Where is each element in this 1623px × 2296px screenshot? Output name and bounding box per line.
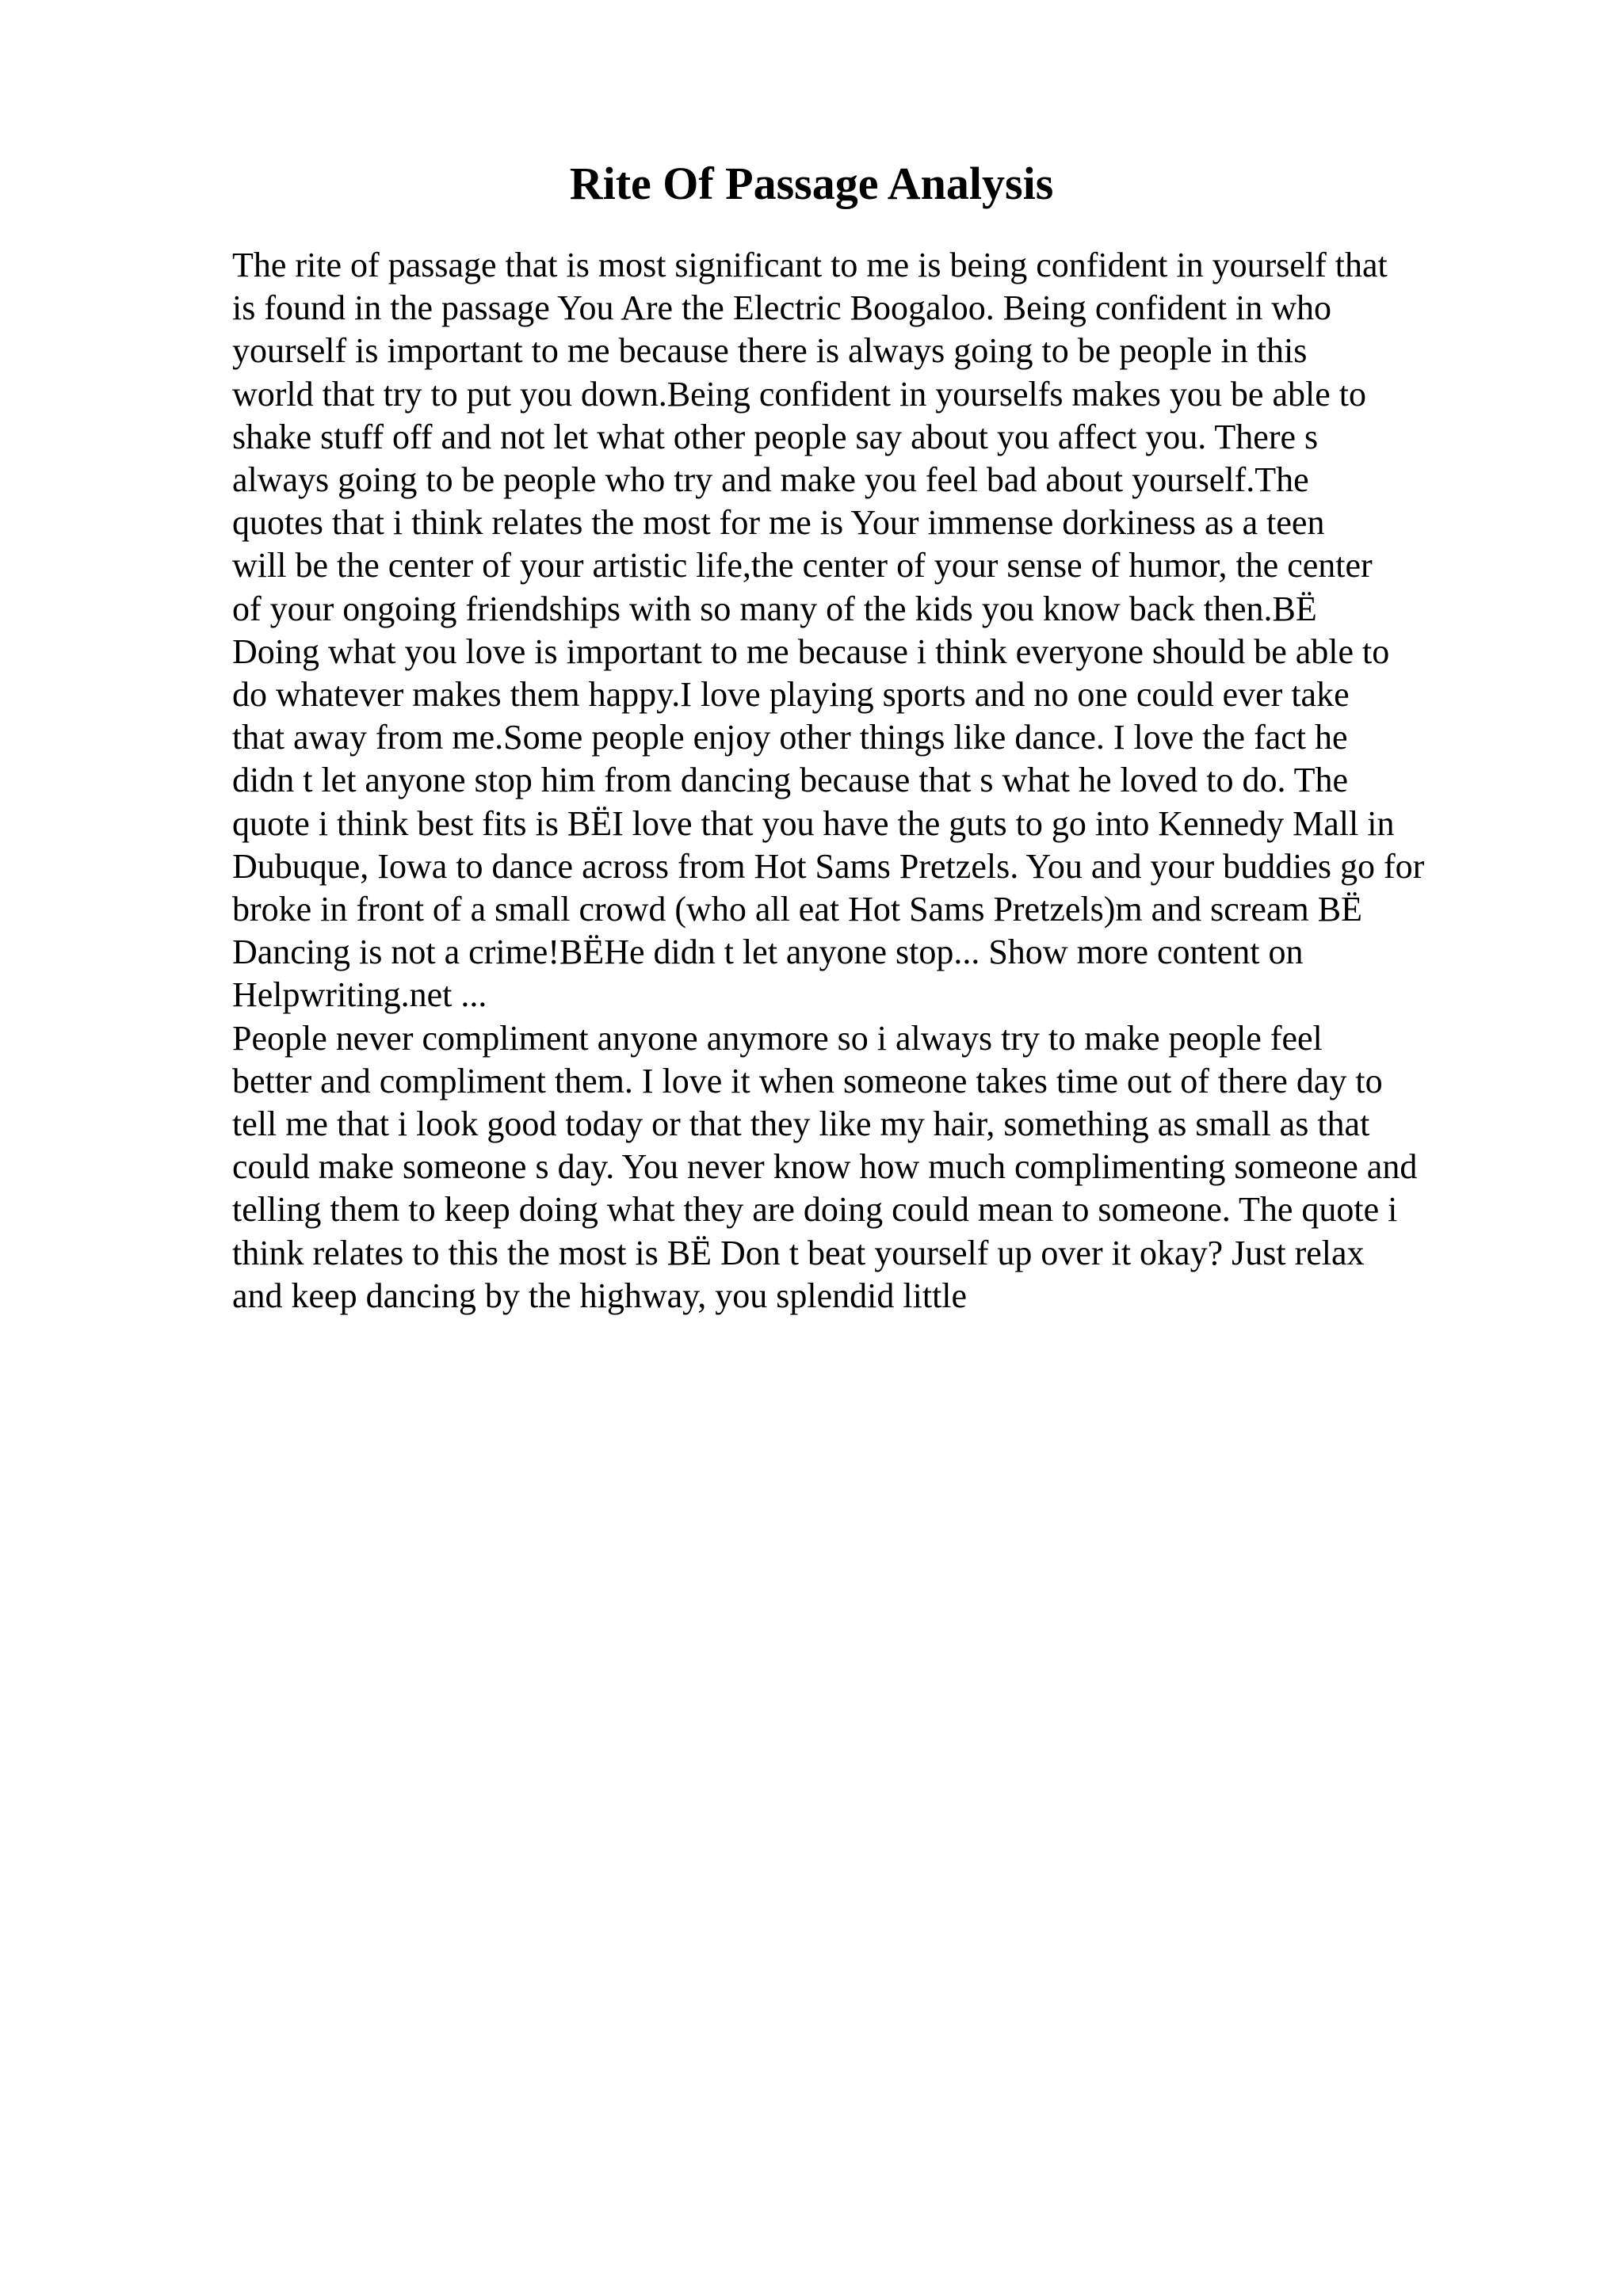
text-line: Dubuque, Iowa to dance across from Hot Sams Pretzels. You and your buddies go for bbox=[232, 846, 1425, 886]
document-title: Rite Of Passage Analysis bbox=[569, 158, 1054, 209]
text-line: didn t let anyone stop him from dancing because that s what he loved to do. The bbox=[232, 761, 1349, 800]
text-line: always going to be people who try and make you feel bad about yourself.The bbox=[232, 460, 1309, 500]
text-line: Dancing is not a crime!BËHe didn t let anyone stop... Show more content on bbox=[232, 933, 1304, 972]
text-line: of your ongoing friendships with so many of the kids you know back then.BË bbox=[232, 589, 1317, 628]
text-line: Doing what you love is important to me because i think everyone should be able to bbox=[232, 631, 1390, 671]
text-line: will be the center of your artistic life,the center of your sense of humor, the center bbox=[232, 546, 1373, 585]
text-line: better and compliment them. I love it when someone takes time out of there day to bbox=[232, 1061, 1383, 1100]
text-line: yourself is important to me because there is always going to be people in this bbox=[232, 331, 1308, 371]
text-line: People never compliment anyone anymore so i always try to make people feel bbox=[232, 1018, 1323, 1058]
text-line: world that try to put you down.Being confident in yourselfs makes you be able to bbox=[232, 374, 1366, 414]
text-line: broke in front of a small crowd (who all eat Hot Sams Pretzels)m and scream BË bbox=[232, 890, 1362, 929]
text-line: shake stuff off and not let what other people say about you affect you. There s bbox=[232, 417, 1319, 456]
text-line: quotes that i think relates the most for me is Your immense dorkiness as a teen bbox=[232, 503, 1325, 543]
text-line: think relates to this the most is BË Don t beat yourself up over it okay? Just relax bbox=[232, 1233, 1365, 1272]
text-line: telling them to keep doing what they are doing could mean to someone. The quote i bbox=[232, 1190, 1398, 1230]
document-body bbox=[232, 244, 1595, 1318]
text-line: do whatever makes them happy.I love playing sports and no one could ever take bbox=[232, 675, 1350, 715]
text-line: that away from me.Some people enjoy other things like dance. I love the fact he bbox=[232, 718, 1348, 757]
text-line: quote i think best fits is BËI love that you have the guts to go into Kennedy Mall in bbox=[232, 803, 1395, 843]
text-line: The rite of passage that is most significant to me is being confident in yourself that bbox=[232, 246, 1388, 284]
text-line: tell me that i look good today or that they like my hair, something as small as that bbox=[232, 1104, 1370, 1144]
text-line: and keep dancing by the highway, you splendid little bbox=[232, 1276, 968, 1315]
text-line: could make someone s day. You never know how much complimenting someone and bbox=[232, 1147, 1418, 1187]
text-line: is found in the passage You Are the Electric Boogaloo. Being confident in who bbox=[232, 288, 1331, 328]
text-line: Helpwriting.net ... bbox=[232, 975, 487, 1015]
